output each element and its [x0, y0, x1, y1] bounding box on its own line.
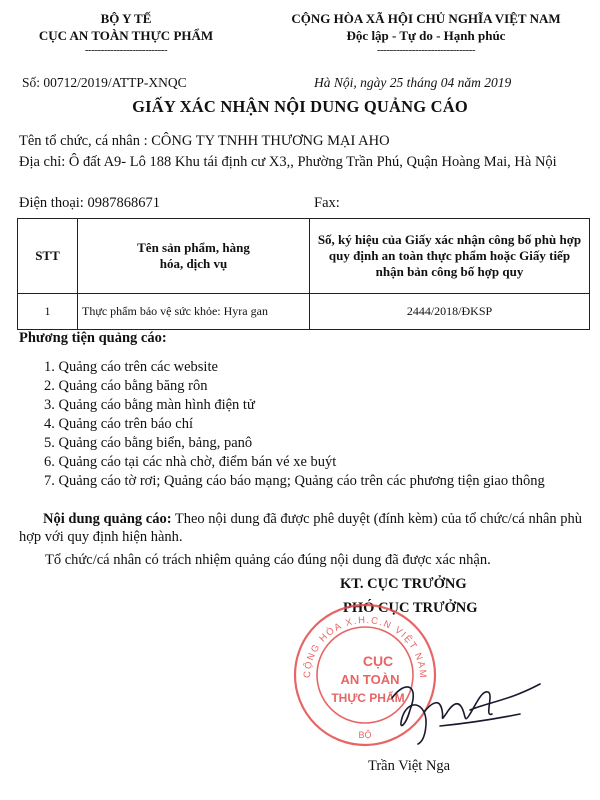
content-paragraph — [19, 510, 587, 546]
svg-text:CỘNG HÒA X.H.C.N VIỆT NAM: CỘNG HÒA X.H.C.N VIỆT NAM — [301, 614, 429, 680]
list-item: 2. Quảng cáo bằng băng rôn — [44, 378, 208, 394]
list-item: 7. Quảng cáo tờ rơi; Quảng cáo báo mạng; Quảng cáo trên các phương tiện giao thông — [44, 473, 545, 489]
content-label: Nội dung quảng cáo: — [43, 511, 172, 527]
document-title: GIẤY XÁC NHẬN NỘI DUNG QUẢNG CÁO — [132, 97, 468, 116]
document-number: Số: 00712/2019/ATTP-XNQC — [22, 75, 187, 90]
handwritten-signature — [380, 670, 550, 750]
organization-name: Tên tổ chức, cá nhân : CÔNG TY TNHH THƯƠNG MẠI AHO — [19, 133, 390, 149]
list-item: 4. Quảng cáo trên báo chí — [44, 416, 193, 432]
national-motto: Độc lập - Tự do - Hạnh phúc — [346, 28, 506, 43]
row-certificate: 2444/2018/ĐKSP — [310, 294, 590, 330]
list-item: 3. Quảng cáo bằng màn hình điện tử — [44, 397, 255, 413]
document-date: Hà Nội, ngày 25 tháng 04 năm 2019 — [314, 75, 512, 90]
svg-text:THỰC PHẨM: THỰC PHẨM — [331, 691, 405, 705]
national-header — [252, 10, 600, 56]
content-text: Theo nội dung đã được phê duyệt (đính kèm) của tổ chức/cá nhân phù hợp với quy định hiện hành. — [19, 511, 583, 545]
signer-subtitle: PHÓ CỤC TRƯỞNG — [343, 600, 478, 616]
media-list — [44, 358, 584, 491]
organization-phone: Điện thoại: 0987868671 — [19, 195, 160, 211]
column-header-stt: STT — [18, 219, 78, 294]
signer-name: Trần Việt Nga — [368, 758, 451, 774]
media-heading: Phương tiện quảng cáo: — [19, 330, 167, 346]
svg-text:CỤC: CỤC — [362, 653, 394, 669]
svg-text:AN TOÀN: AN TOÀN — [340, 672, 400, 687]
list-item: 5. Quảng cáo bằng biển, bảng, panô — [44, 435, 253, 451]
right-header-rule: ------------------------------- — [376, 44, 476, 56]
svg-text:BỘ: BỘ — [358, 730, 372, 740]
row-product: Thực phẩm bảo vệ sức khỏe: Hyra gan — [78, 294, 310, 330]
list-item: 6. Quảng cáo tại các nhà chờ, điểm bán vé xe buýt — [44, 454, 337, 470]
table-header-row — [18, 219, 590, 294]
column-header-product: Tên sản phẩm, hàng hóa, dịch vụ — [78, 219, 310, 294]
left-header-rule: -------------------------- — [84, 44, 168, 56]
signer-title: KT. CỤC TRƯỞNG — [340, 576, 467, 592]
column-header-certificate: Số, ký hiệu của Giấy xác nhận công bố phù hợp quy định an toàn thực phẩm hoặc Giấy tiếp nhận bản công bố hợp quy — [310, 219, 590, 294]
responsibility-statement: Tổ chức/cá nhân có trách nhiệm quảng cáo đúng nội dung đã được xác nhận. — [45, 552, 491, 568]
organization-fax: Fax: — [314, 195, 340, 211]
list-item: 1. Quảng cáo trên các website — [44, 359, 218, 375]
agency-name: CỤC AN TOÀN THỰC PHẨM — [38, 28, 214, 43]
ministry-name: BỘ Y TẾ — [100, 11, 152, 26]
country-name: CỘNG HÒA XÃ HỘI CHỦ NGHĨA VIỆT NAM — [291, 11, 561, 26]
table-row — [18, 294, 590, 330]
organization-address: Địa chỉ: Ô đất A9- Lô 188 Khu tái định cư X3,, Phường Trần Phú, Quận Hoàng Mai, Hà Nội — [19, 154, 557, 170]
issuing-agency-header — [0, 10, 252, 56]
row-stt: 1 — [18, 294, 78, 330]
product-table — [17, 218, 590, 330]
